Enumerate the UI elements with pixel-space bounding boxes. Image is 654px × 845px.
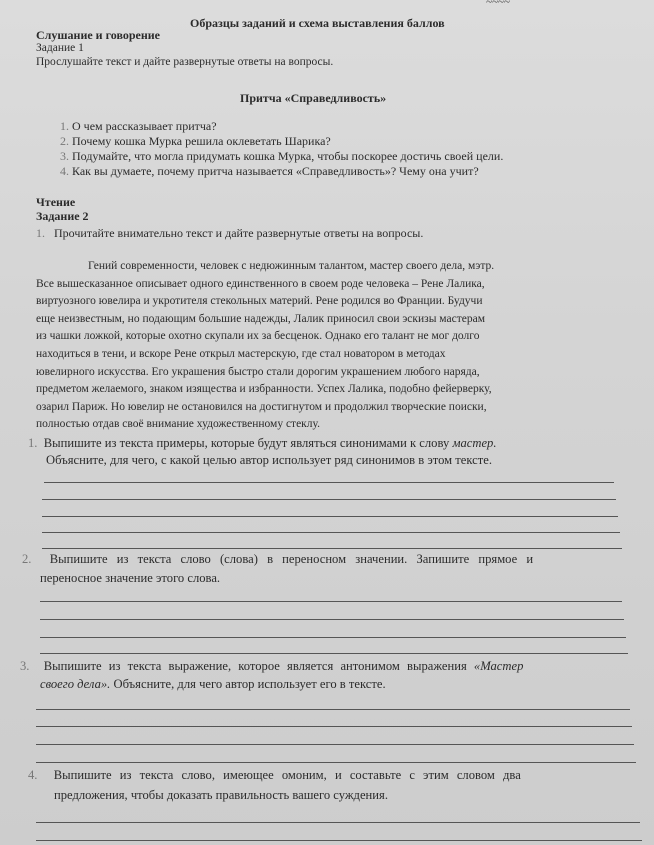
- exercise-2-line-2: переносное значение этого слова.: [40, 571, 221, 585]
- exercise-1-line-1: 1. Выпишите из текста примеры, которые будут являться синонимами к слову мастер.: [28, 436, 497, 450]
- reading-text: Гений современности, человек с недюжинным талантом, мастер своего дела, мэтр. Все вышесказанное описывает одного единственного в своем роде человека – Рене Лалика, виртуозного ювелира и укротителя стекольных материй. Рене родился во Франции. Будучи еще неизвестным, но подающим большие надежды, Лалик приносил свои эскизы мастерам из чашки ложкой, которые охотно скупали их за бесценок. Однако его талант не мог долго находиться в тени, и вскоре Рене открыл мастерскую, где стал новатором в методах ювелирного искусства. Его украшения быстро стали дорогим украшением любого наряда, предметом желаемого, знаком изящества и избранности. Успех Лалика, подобно фейерверку, озарил Париж. Но ювелир не остановился на достигнутом и продолжил творческие поиски, полностью отдав своё внимание художественному стеклу.: [36, 260, 495, 431]
- answer-line[interactable]: [42, 499, 616, 500]
- exercise-1-line-2: Объясните, для чего, с какой целью автор использует ряд синонимов в этом тексте.: [46, 453, 492, 467]
- answer-line[interactable]: [40, 619, 624, 620]
- answer-line[interactable]: [40, 637, 626, 638]
- answer-line[interactable]: [36, 744, 634, 745]
- answer-line[interactable]: [36, 709, 630, 710]
- exercise-2-line-1: 2. Выпишите из текста слово (слова) в переносном значении. Запишите прямое и: [22, 552, 534, 566]
- answer-line[interactable]: [42, 532, 620, 533]
- exercise-4-line-1: 4. Выпишите из текста слово, имеющее омоним, и составьте с этим словом два: [28, 768, 521, 782]
- answer-line[interactable]: [36, 762, 636, 763]
- answer-line[interactable]: [36, 726, 632, 727]
- listening-question-1: 1. О чем рассказывает притча?: [60, 119, 217, 133]
- exercise-4-line-2: предложения, чтобы доказать правильность вашего суждения.: [54, 788, 388, 802]
- answer-line[interactable]: [36, 822, 640, 823]
- task-1-label: Задание 1: [36, 42, 84, 54]
- listening-question-2: 2. Почему кошка Мурка решила оклеветать Шарика?: [60, 134, 331, 148]
- task-2-instruction: 1. Прочитайте внимательно текст и дайте развернутые ответы на вопросы.: [36, 226, 424, 240]
- page-title: Образцы заданий и схема выставления баллов: [190, 16, 445, 30]
- listening-question-3: 3. Подумайте, что могла придумать кошка Мурка, чтобы поскорее достичь своей цели.: [60, 149, 504, 163]
- listening-question-4: 4. Как вы думаете, почему притча называется «Справедливость»? Чему она учит?: [60, 164, 479, 178]
- answer-line[interactable]: [40, 601, 622, 602]
- exercise-3-line-1: 3. Выпишите из текста выражение, которое является антонимом выражения «Мастер: [20, 659, 524, 673]
- answer-line[interactable]: [36, 840, 642, 841]
- parable-title: Притча «Справедливость»: [240, 91, 387, 105]
- task-2-label: Задание 2: [36, 209, 89, 223]
- task-1-instruction: Прослушайте текст и дайте развернутые ответы на вопросы.: [36, 56, 334, 68]
- exercise-3-line-2: своего дела». Объясните, для чего автор использует его в тексте.: [40, 677, 386, 691]
- answer-line[interactable]: [44, 482, 614, 483]
- section-listening-title: Слушание и говорение: [36, 28, 161, 42]
- section-reading-title: Чтение: [36, 195, 76, 209]
- handwritten-scribble: ~~~~: [486, 0, 510, 8]
- answer-line[interactable]: [42, 516, 618, 517]
- answer-line[interactable]: [40, 653, 628, 654]
- answer-line[interactable]: [42, 548, 622, 549]
